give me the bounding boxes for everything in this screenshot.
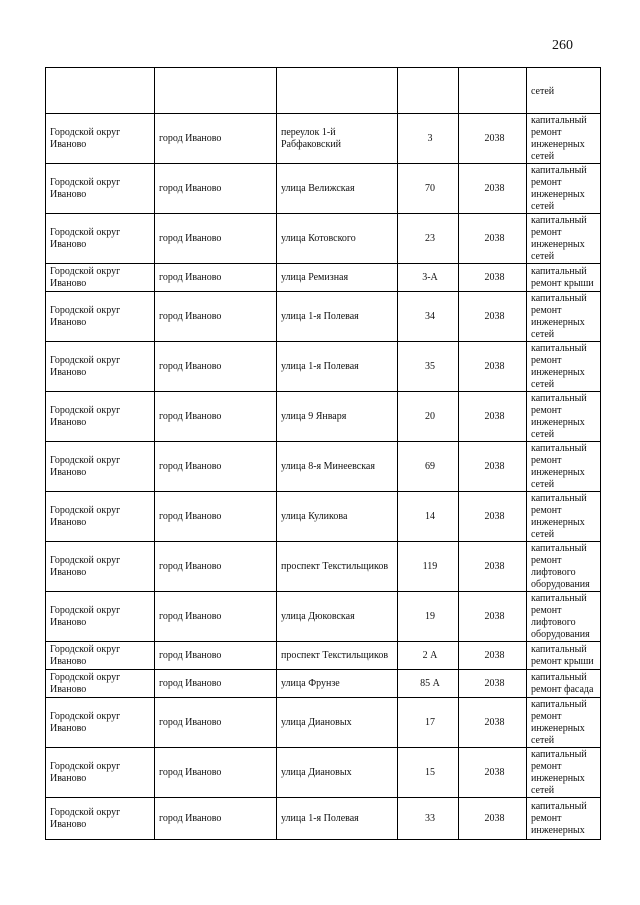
- municipality-cell: Городской округ Иваново: [46, 592, 155, 642]
- street-cell: улица Фрунзе: [277, 670, 398, 698]
- house-cell: 14: [398, 492, 459, 542]
- street-cell: улица 1-я Полевая: [277, 342, 398, 392]
- locality-cell: город Иваново: [155, 670, 277, 698]
- work-type-cell: капитальный ремонт инженерных сетей: [527, 164, 601, 214]
- municipality-cell: Городской округ Иваново: [46, 164, 155, 214]
- house-cell: 3-А: [398, 264, 459, 292]
- table-row: [46, 392, 601, 442]
- work-type-cell: капитальный ремонт инженерных сетей: [527, 392, 601, 442]
- year-cell: 2038: [459, 542, 527, 592]
- year-cell: [459, 68, 527, 114]
- year-cell: 2038: [459, 264, 527, 292]
- year-cell: 2038: [459, 292, 527, 342]
- locality-cell: город Иваново: [155, 392, 277, 442]
- locality-cell: город Иваново: [155, 442, 277, 492]
- table-row: [46, 492, 601, 542]
- work-type-cell: капитальный ремонт лифтового оборудования: [527, 592, 601, 642]
- municipality-cell: Городской округ Иваново: [46, 748, 155, 798]
- table-row: [46, 292, 601, 342]
- municipality-cell: Городской округ Иваново: [46, 698, 155, 748]
- municipality-cell: Городской округ Иваново: [46, 392, 155, 442]
- street-cell: улица Куликова: [277, 492, 398, 542]
- locality-cell: город Иваново: [155, 698, 277, 748]
- street-cell: улица 1-я Полевая: [277, 292, 398, 342]
- locality-cell: город Иваново: [155, 264, 277, 292]
- street-cell: переулок 1-й Рабфаковский: [277, 114, 398, 164]
- street-cell: улица 9 Января: [277, 392, 398, 442]
- table-row: [46, 670, 601, 698]
- street-cell: улица Велижская: [277, 164, 398, 214]
- year-cell: 2038: [459, 164, 527, 214]
- street-cell: улица 1-я Полевая: [277, 798, 398, 840]
- municipality-cell: Городской округ Иваново: [46, 114, 155, 164]
- house-cell: 35: [398, 342, 459, 392]
- year-cell: 2038: [459, 748, 527, 798]
- table-row: [46, 214, 601, 264]
- municipality-cell: Городской округ Иваново: [46, 342, 155, 392]
- work-type-cell: капитальный ремонт фасада: [527, 670, 601, 698]
- municipality-cell: Городской округ Иваново: [46, 542, 155, 592]
- municipality-cell: Городской округ Иваново: [46, 264, 155, 292]
- housing-repair-table: [45, 67, 601, 840]
- table-row: [46, 748, 601, 798]
- year-cell: 2038: [459, 698, 527, 748]
- street-cell: проспект Текстильщиков: [277, 642, 398, 670]
- street-cell: улица 8-я Минеевская: [277, 442, 398, 492]
- work-type-cell: капитальный ремонт инженерных сетей: [527, 342, 601, 392]
- locality-cell: город Иваново: [155, 492, 277, 542]
- municipality-cell: Городской округ Иваново: [46, 798, 155, 840]
- table-row: [46, 264, 601, 292]
- house-cell: 2 А: [398, 642, 459, 670]
- work-type-cell: сетей: [527, 68, 601, 114]
- municipality-cell: Городской округ Иваново: [46, 292, 155, 342]
- street-cell: улица Котовского: [277, 214, 398, 264]
- house-cell: 15: [398, 748, 459, 798]
- work-type-cell: капитальный ремонт инженерных сетей: [527, 442, 601, 492]
- house-cell: 20: [398, 392, 459, 442]
- municipality-cell: Городской округ Иваново: [46, 492, 155, 542]
- street-cell: улица Ремизная: [277, 264, 398, 292]
- locality-cell: город Иваново: [155, 542, 277, 592]
- work-type-cell: капитальный ремонт инженерных сетей: [527, 748, 601, 798]
- locality-cell: город Иваново: [155, 114, 277, 164]
- work-type-cell: капитальный ремонт инженерных сетей: [527, 114, 601, 164]
- year-cell: 2038: [459, 642, 527, 670]
- locality-cell: город Иваново: [155, 642, 277, 670]
- work-type-cell: капитальный ремонт инженерных сетей: [527, 698, 601, 748]
- table-row: [46, 164, 601, 214]
- locality-cell: город Иваново: [155, 214, 277, 264]
- table-row: [46, 698, 601, 748]
- house-cell: 3: [398, 114, 459, 164]
- house-cell: 85 А: [398, 670, 459, 698]
- locality-cell: город Иваново: [155, 798, 277, 840]
- house-cell: [398, 68, 459, 114]
- house-cell: 119: [398, 542, 459, 592]
- municipality-cell: [46, 68, 155, 114]
- work-type-cell: капитальный ремонт инженерных: [527, 798, 601, 840]
- table-row: [46, 592, 601, 642]
- table-row: [46, 642, 601, 670]
- year-cell: 2038: [459, 342, 527, 392]
- year-cell: 2038: [459, 114, 527, 164]
- locality-cell: город Иваново: [155, 592, 277, 642]
- work-type-cell: капитальный ремонт лифтового оборудования: [527, 542, 601, 592]
- street-cell: улица Диановых: [277, 698, 398, 748]
- table-row: [46, 342, 601, 392]
- locality-cell: город Иваново: [155, 164, 277, 214]
- year-cell: 2038: [459, 392, 527, 442]
- work-type-cell: капитальный ремонт инженерных сетей: [527, 492, 601, 542]
- house-cell: 23: [398, 214, 459, 264]
- work-type-cell: капитальный ремонт инженерных сетей: [527, 214, 601, 264]
- page-number: 260: [552, 38, 573, 53]
- street-cell: улица Дюковская: [277, 592, 398, 642]
- house-cell: 69: [398, 442, 459, 492]
- locality-cell: [155, 68, 277, 114]
- house-cell: 34: [398, 292, 459, 342]
- house-cell: 33: [398, 798, 459, 840]
- year-cell: 2038: [459, 214, 527, 264]
- year-cell: 2038: [459, 492, 527, 542]
- house-cell: 70: [398, 164, 459, 214]
- table-row: [46, 114, 601, 164]
- table-row: [46, 542, 601, 592]
- year-cell: 2038: [459, 592, 527, 642]
- street-cell: улица Диановых: [277, 748, 398, 798]
- year-cell: 2038: [459, 442, 527, 492]
- street-cell: [277, 68, 398, 114]
- locality-cell: город Иваново: [155, 748, 277, 798]
- locality-cell: город Иваново: [155, 342, 277, 392]
- table-body: [46, 68, 601, 840]
- municipality-cell: Городской округ Иваново: [46, 670, 155, 698]
- work-type-cell: капитальный ремонт крыши: [527, 264, 601, 292]
- house-cell: 17: [398, 698, 459, 748]
- municipality-cell: Городской округ Иваново: [46, 214, 155, 264]
- municipality-cell: Городской округ Иваново: [46, 642, 155, 670]
- work-type-cell: капитальный ремонт крыши: [527, 642, 601, 670]
- locality-cell: город Иваново: [155, 292, 277, 342]
- house-cell: 19: [398, 592, 459, 642]
- table-row-continued: [46, 68, 601, 114]
- table-row: [46, 442, 601, 492]
- year-cell: 2038: [459, 670, 527, 698]
- table-row: [46, 798, 601, 840]
- municipality-cell: Городской округ Иваново: [46, 442, 155, 492]
- year-cell: 2038: [459, 798, 527, 840]
- street-cell: проспект Текстильщиков: [277, 542, 398, 592]
- work-type-cell: капитальный ремонт инженерных сетей: [527, 292, 601, 342]
